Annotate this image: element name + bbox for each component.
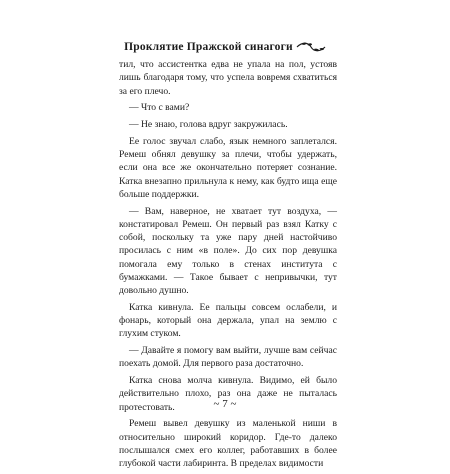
paragraph-3: — Не знаю, голова вдруг закружилась. [129,119,288,130]
paragraph-2: — Что с вами? [129,102,190,114]
paragraph-1: тил, что ассистентка едва не упала на пол, устояв лишь благодаря тому, что успела вовремя схватиться за его плечо. [119,59,337,97]
header-title: Проклятие Пражской синагоги [124,41,293,53]
running-header [0,40,450,57]
paragraph-9: Ремеш вывел девушку из маленькой ниши в относительно широкий коридор. Где-то далеко послышался смех его коллег, работавших в более глубокой части лабиринта. В пределах видимости [119,418,337,469]
body-text [119,58,337,474]
paragraph-7: — Давайте я помогу вам выйти, лучше вам сейчас поехать домой. Для первого раза достаточно. [119,345,337,370]
paragraph-5: — Вам, наверное, не хватает тут воздуха, — констатировал Ремеш. Он первый раз взял Катку с собой, поскольку та уже пару дней настойчиво просилась с ним «в поле». До сих пор девушка помогала ему только в стенах института с бумажками. — Такое бывает с непривычки, тут довольно душно. [119,205,337,296]
paragraph-8: Катка снова молча кивнула. Видимо, ей было действительно плохо, раз она даже не пыталась протестовать. [119,375,337,413]
page-number: ~ 7 ~ [213,398,237,410]
paragraph-6: Катка кивнула. Ее пальцы совсем ослабели, и фонарь, который она держала, упал на землю с глухим стуком. [119,301,337,340]
paragraph-4: Ее голос звучал слабо, язык немного заплетался. Ремеш обнял девушку за плечи, чтобы удержать, если она все же окончательно потеряет сознание. Катка внезапно прильнула к нему, как будто ища еще больше поддержки. [119,135,337,200]
leaf-ornament-icon [296,41,326,57]
